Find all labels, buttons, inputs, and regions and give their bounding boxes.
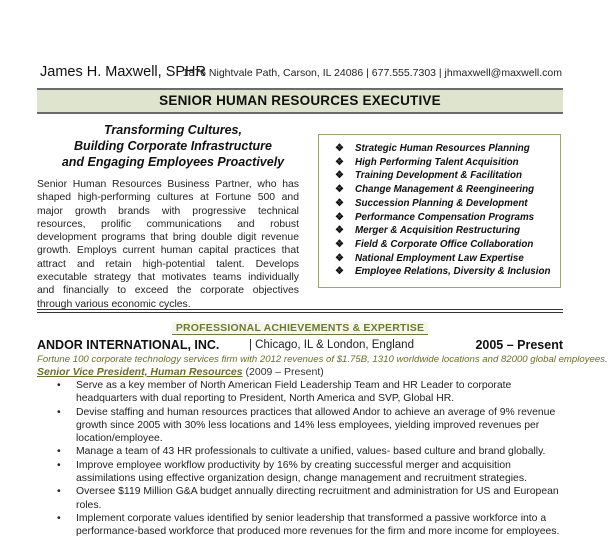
skill-item: ❖ High Performing Talent Acquisition — [335, 156, 519, 168]
candidate-name: James H. Maxwell, SPHR — [40, 64, 206, 80]
company-description: Fortune 100 corporate technology services firm with 2012 revenues of $1.75B, 1310 worldwide locations and 82000 global employees. — [37, 354, 608, 365]
achievement-item: • Devise staffing and human resources practices that allowed Andor to achieve an average of 9% revenue growth since 2005 with 30% less locations and 14% less employees, yielding improved revenues per location/employee. — [57, 406, 556, 445]
section-heading-text: PROFESSIONAL ACHIEVEMENTS & EXPERTISE — [172, 322, 428, 335]
diamond-bullet-icon: ❖ — [335, 170, 344, 182]
skill-item: ❖ Change Management & Reengineering — [335, 184, 535, 196]
company-name: ANDOR INTERNATIONAL, INC. — [37, 338, 220, 352]
diamond-bullet-icon: ❖ — [335, 211, 344, 223]
section-divider — [37, 309, 563, 310]
skill-item: ❖ Employee Relations, Diversity & Inclusion — [335, 266, 551, 278]
employment-dates: 2005 – Present — [475, 338, 563, 352]
diamond-bullet-icon: ❖ — [335, 184, 344, 196]
achievement-item: • Oversee $119 Million G&A budget annually directing recruitment and administration for US and European roles. — [57, 486, 559, 511]
job-header — [37, 338, 563, 354]
contact-info: 1876 Nightvale Path, Carson, IL 24086 | 677.555.7303 | jhmaxwell@maxwell.com — [182, 67, 562, 79]
achievement-item: • Improve employee workflow productivity by 16% by creating successful merger and acquisition assimilations using effective organization design, change management and recruitment strategies. — [57, 459, 527, 485]
tagline — [37, 122, 309, 170]
headline-banner: SENIOR HUMAN RESOURCES EXECUTIVE — [37, 88, 563, 114]
skill-item: ❖ Succession Planning & Development — [335, 197, 528, 209]
tagline-line-3: and Engaging Employees Proactively — [61, 155, 285, 169]
diamond-bullet-icon: ❖ — [335, 252, 344, 264]
core-competencies-box — [318, 134, 561, 288]
diamond-bullet-icon: ❖ — [335, 156, 344, 168]
role-line — [37, 366, 324, 378]
skill-item: ❖ Training Development & Facilitation — [335, 170, 522, 182]
bullet-icon: • — [57, 406, 61, 418]
diamond-bullet-icon: ❖ — [335, 225, 344, 237]
section-divider — [37, 312, 563, 313]
achievement-item: • Serve as a key member of North American Field Leadership Team and HR Leader to corporate headquarters with dual reporting to President, North America and SVP, Global HR. — [57, 380, 512, 405]
diamond-bullet-icon: ❖ — [335, 266, 344, 278]
section-heading — [37, 318, 563, 336]
achievement-item: • Manage a team of 43 HR professionals to cultivate a unified, values- based culture and brand globally. — [57, 446, 546, 458]
tagline-line-1: Transforming Cultures, — [104, 123, 242, 137]
bullet-icon: • — [57, 486, 61, 498]
bullet-icon: • — [57, 446, 61, 458]
diamond-bullet-icon: ❖ — [335, 238, 344, 250]
bullet-icon: • — [57, 512, 61, 524]
skills-list — [335, 142, 560, 279]
resume-header — [40, 64, 570, 82]
bullet-icon: • — [57, 459, 61, 471]
company-location: | Chicago, IL & London, England — [249, 339, 414, 351]
role-dates: (2009 – Present) — [242, 366, 324, 378]
job-title: Senior Vice President, Human Resources — [37, 366, 243, 378]
skill-item: ❖ Merger & Acquisition Restructuring — [335, 225, 521, 237]
achievement-item: • Implement corporate values identified by senior leadership that transformed a passive workforce into a performance-based workforce that produced more revenues for the firm and more income for employees. — [57, 512, 560, 538]
skill-item: ❖ Performance Compensation Programs — [335, 211, 535, 223]
tagline-line-2: Building Corporate Infrastructure — [74, 139, 272, 153]
bullet-icon: • — [57, 380, 61, 391]
diamond-bullet-icon: ❖ — [335, 197, 344, 209]
skill-item: ❖ Strategic Human Resources Planning — [335, 143, 530, 154]
skill-item: ❖ Field & Corporate Office Collaboration — [335, 238, 534, 250]
diamond-bullet-icon: ❖ — [335, 143, 344, 154]
achievement-list — [57, 379, 567, 539]
skill-item: ❖ National Employment Law Expertise — [335, 252, 524, 264]
professional-summary: Senior Human Resources Business Partner, who has shaped high-performing cultures at Fortune 500 and major growth brands with progressive technical resources, prolific communications and robust development programs that bring double digit revenue growth. Employs current human capital practices that attract and retain high-potential talent. Develops executable strategy that motivates teams individually and financially to exceed the corporate objectives through various economic cycles. — [37, 179, 299, 310]
